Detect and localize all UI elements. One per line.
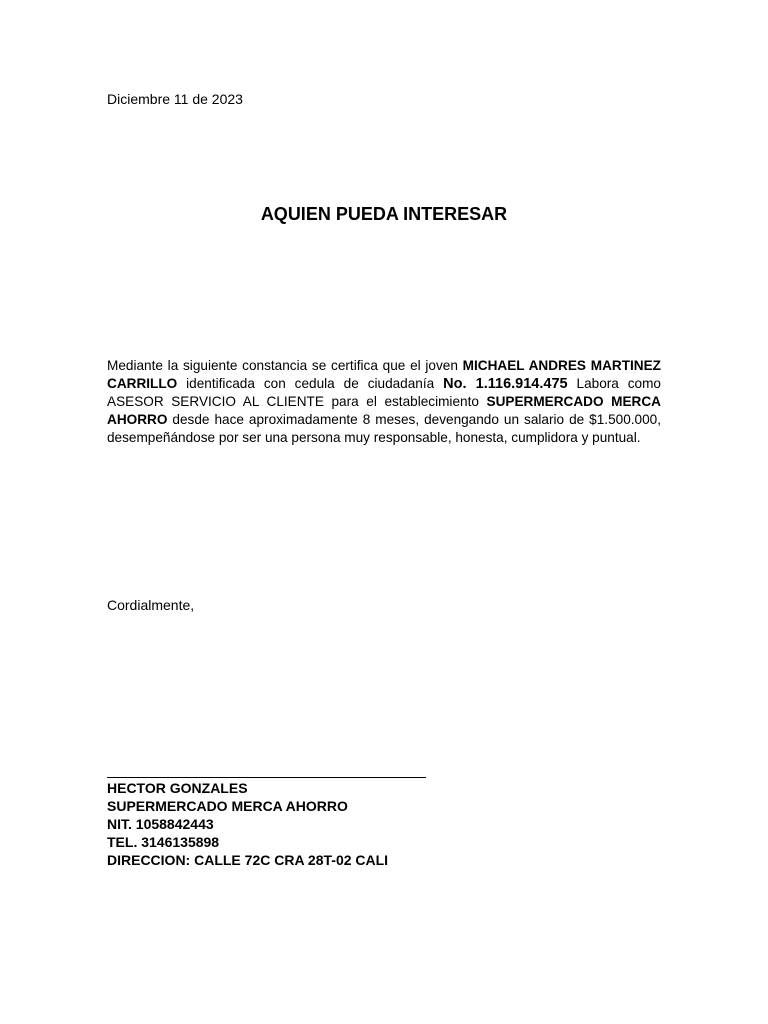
signature-block (107, 779, 388, 869)
signature-line (107, 777, 426, 778)
body-role-text: Labora como ASESOR SERVICIO AL CLIENTE para el establecimiento (107, 376, 661, 409)
employee-name: MICHAEL ANDRES MARTINEZ CARRILLO (107, 358, 661, 391)
signer-address: DIRECCION: CALLE 72C CRA 28T-02 CALI (107, 852, 389, 868)
letter-date: Diciembre 11 de 2023 (107, 91, 243, 107)
body-id-text: identificada con cedula de ciudadanía (177, 376, 444, 391)
signer-company: SUPERMERCADO MERCA AHORRO (107, 798, 348, 814)
signer-nit: NIT. 1058842443 (107, 816, 214, 832)
body-intro: Mediante la siguiente constancia se certifica que el joven (107, 358, 463, 373)
letter-body (107, 357, 661, 447)
company-name: SUPERMERCADO MERCA AHORRO (107, 394, 661, 427)
signer-tel: TEL. 3146135898 (107, 834, 220, 850)
letter-title: AQUIEN PUEDA INTERESAR (260, 204, 508, 224)
body-rest: desde hace aproximadamente 8 meses, devengando un salario de $1.500.000, desempeñándose por ser una persona muy responsable, honesta, cumplidora y puntual. (107, 412, 661, 445)
closing: Cordialmente, (107, 597, 195, 613)
id-number: No. 1.116.914.475 (443, 376, 568, 392)
signer-name: HECTOR GONZALES (107, 780, 248, 796)
